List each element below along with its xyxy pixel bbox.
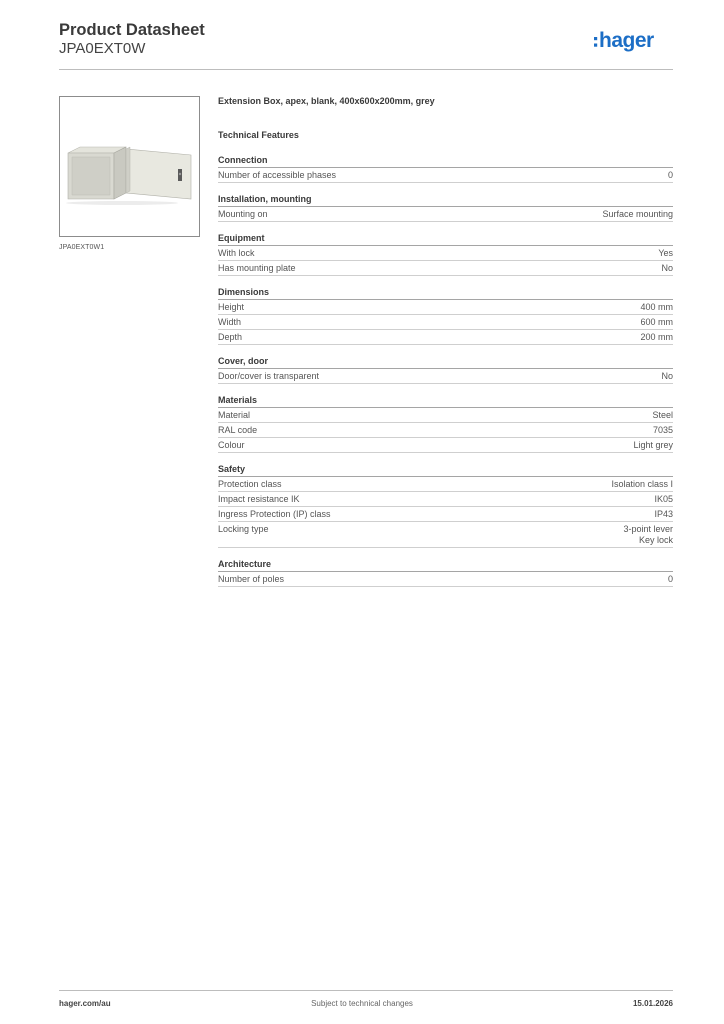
section-title: Equipment <box>218 233 673 246</box>
spec-value-line: No <box>661 371 673 381</box>
spec-value <box>652 410 673 421</box>
spec-label: Number of poles <box>218 574 285 584</box>
product-image <box>59 96 200 237</box>
spec-label: Number of accessible phases <box>218 170 337 180</box>
spec-value <box>654 509 673 520</box>
spec-row <box>218 522 673 548</box>
spec-value-line: 3-point lever <box>623 524 673 534</box>
footer-notice: Subject to technical changes <box>311 999 413 1008</box>
section-title: Dimensions <box>218 287 673 300</box>
spec-section <box>218 155 673 183</box>
footer-divider <box>59 990 673 991</box>
section-title: Installation, mounting <box>218 194 673 207</box>
hager-logo <box>593 28 675 54</box>
spec-row <box>218 330 673 345</box>
spec-value <box>661 371 673 382</box>
spec-value <box>658 248 673 259</box>
spec-value-line: Light grey <box>633 440 673 450</box>
logo-text: hager <box>599 29 654 52</box>
spec-value-line: IP43 <box>654 509 673 519</box>
spec-label: Locking type <box>218 524 269 534</box>
spec-row <box>218 246 673 261</box>
spec-label: With lock <box>218 248 255 258</box>
spec-label: Height <box>218 302 245 312</box>
spec-label: Has mounting plate <box>218 263 296 273</box>
spec-value-line: 7035 <box>652 425 673 435</box>
spec-value-line: Surface mounting <box>602 209 673 219</box>
spec-label: Width <box>218 317 242 327</box>
spec-section <box>218 233 673 276</box>
footer-website: hager.com/au <box>59 999 111 1008</box>
enclosure-illustration <box>60 97 199 236</box>
spec-label: Ingress Protection (IP) class <box>218 509 331 519</box>
product-code: JPA0EXT0W <box>59 40 146 57</box>
spec-value-line: IK05 <box>654 494 673 504</box>
header-divider <box>59 69 673 70</box>
spec-row <box>218 507 673 522</box>
spec-label: Depth <box>218 332 243 342</box>
spec-row <box>218 315 673 330</box>
section-title: Architecture <box>218 559 673 572</box>
spec-value <box>633 440 673 451</box>
spec-section <box>218 356 673 384</box>
spec-value-line: Yes <box>658 248 673 258</box>
spec-label: Impact resistance IK <box>218 494 300 504</box>
spec-value-line: No <box>661 263 673 273</box>
spec-label: RAL code <box>218 425 258 435</box>
spec-value-line: 200 mm <box>640 332 673 342</box>
section-title: Cover, door <box>218 356 673 369</box>
spec-row <box>218 168 673 183</box>
technical-features-heading: Technical Features <box>218 130 299 140</box>
spec-row <box>218 408 673 423</box>
spec-label: Protection class <box>218 479 282 489</box>
spec-value <box>623 524 673 546</box>
spec-label: Door/cover is transparent <box>218 371 320 381</box>
spec-value <box>653 425 673 436</box>
spec-label: Mounting on <box>218 209 268 219</box>
spec-value <box>661 263 673 274</box>
spec-section <box>218 194 673 222</box>
product-description: Extension Box, apex, blank, 400x600x200mm, grey <box>218 96 435 106</box>
section-title: Safety <box>218 464 673 477</box>
spec-value <box>668 574 673 585</box>
spec-value-line: 0 <box>667 170 673 180</box>
spec-value-line: Isolation class I <box>611 479 673 489</box>
spec-value <box>640 317 673 328</box>
page-title: Product Datasheet <box>59 21 205 39</box>
spec-value-line: Steel <box>652 410 673 420</box>
spec-value <box>611 479 673 490</box>
spec-value <box>602 209 673 220</box>
spec-row <box>218 572 673 587</box>
section-title: Materials <box>218 395 673 408</box>
logo-dot-top <box>594 37 597 40</box>
spec-label: Material <box>218 410 251 420</box>
spec-value <box>668 170 673 181</box>
image-caption: JPA0EXT0W1 <box>59 244 105 251</box>
spec-section <box>218 464 673 548</box>
spec-sections <box>218 155 673 587</box>
footer-date: 15.01.2026 <box>632 999 673 1008</box>
spec-row <box>218 423 673 438</box>
logo-dot-bottom <box>594 44 597 47</box>
spec-row <box>218 369 673 384</box>
spec-section <box>218 395 673 453</box>
spec-row <box>218 438 673 453</box>
spec-row <box>218 492 673 507</box>
spec-value-line: 400 mm <box>640 302 673 312</box>
spec-section <box>218 287 673 345</box>
spec-row <box>218 477 673 492</box>
spec-row <box>218 300 673 315</box>
spec-value <box>640 302 673 313</box>
spec-label: Colour <box>218 440 245 450</box>
spec-value <box>640 332 673 343</box>
spec-value-line: Key lock <box>638 535 673 545</box>
spec-value <box>654 494 673 505</box>
spec-value-line: 600 mm <box>640 317 673 327</box>
spec-row <box>218 207 673 222</box>
spec-row <box>218 261 673 276</box>
spec-section <box>218 559 673 587</box>
section-title: Connection <box>218 155 673 168</box>
spec-value-line: 0 <box>667 574 673 584</box>
spec-content <box>218 96 673 598</box>
